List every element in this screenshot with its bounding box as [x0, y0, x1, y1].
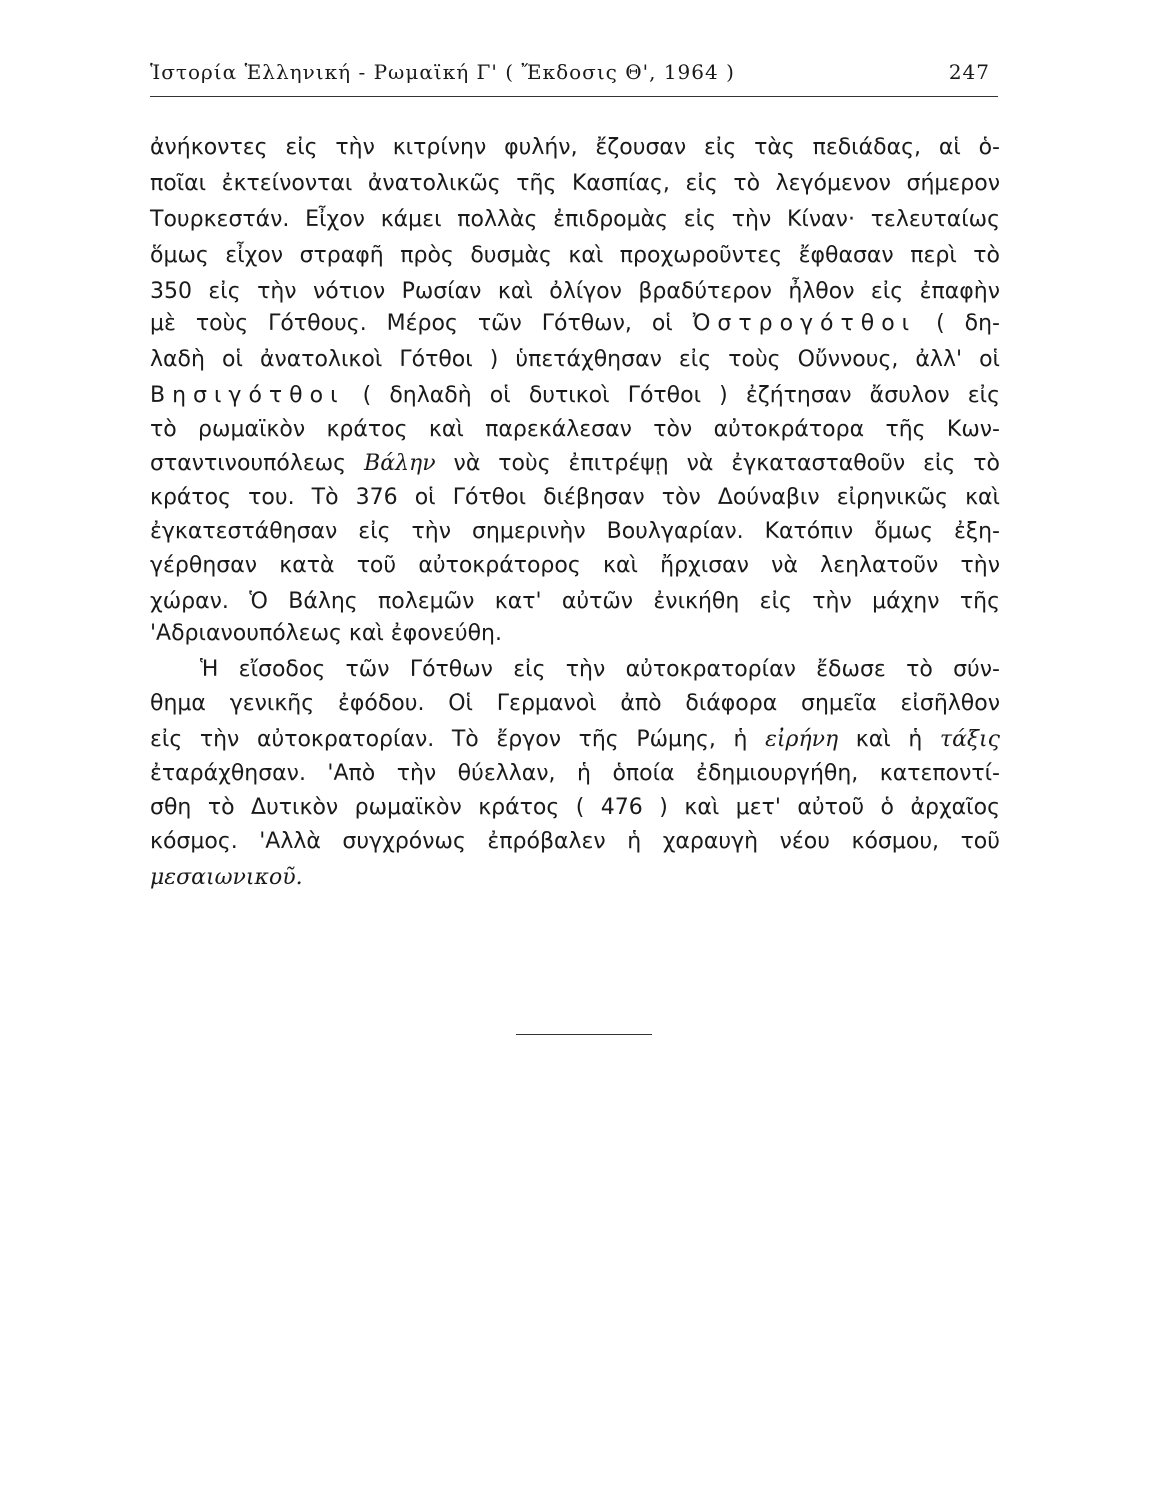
text-line: τὸ ρωμαϊκὸν κράτος καὶ παρεκάλεσαν τὸν αὐτοκράτορα τῆς Κων-	[150, 417, 1000, 442]
header-title: Ἱστορία Ἑλληνική - Ρωμαϊκή Γ' ( Ἔκδοσις Θ', 1964 )	[150, 60, 735, 84]
text-span: ( δη-	[916, 311, 1000, 336]
text-span: μὲ τοὺς Γότθους. Μέρος τῶν Γότθων, οἱ	[150, 311, 693, 336]
text-span: σταντινουπόλεως	[150, 451, 365, 476]
text-line: ἀνήκοντες εἰς τὴν κιτρίνην φυλήν, ἔζουσαν εἰς τὰς πεδιάδας, αἱ ὁ-	[150, 135, 1000, 160]
text-span: εἰς τὴν αὐτοκρατορίαν. Τὸ ἔργον τῆς Ρώμης, ἡ	[150, 727, 766, 752]
header-rule	[150, 96, 998, 97]
text-line: χώραν. Ὁ Βάλης πολεμῶν κατ' αὐτῶν ἐνικήθη εἰς τὴν μάχην τῆς	[150, 589, 1000, 614]
text-span: ( δηλαδὴ οἱ δυτικοὶ Γότθοι ) ἐζήτησαν ἄσυλον εἰς	[344, 383, 1000, 408]
text-line: σθη τὸ Δυτικὸν ρωμαϊκὸν κράτος ( 476 ) καὶ μετ' αὐτοῦ ὁ ἀρχαῖος	[150, 795, 1000, 820]
text-line: λαδὴ οἱ ἀνατολικοὶ Γότθοι ) ὑπετάχθησαν εἰς τοὺς Οὔννους, ἀλλ' οἱ	[150, 347, 1000, 372]
text-line: ποῖαι ἐκτείνονται ἀνατολικῶς τῆς Κασπίας, εἰς τὸ λεγόμενον σήμερον	[150, 171, 1000, 196]
text-span: νὰ τοὺς ἐπιτρέψῃ νὰ ἐγκατασταθοῦν εἰς τὸ	[435, 451, 1000, 476]
italic-term-order: τάξις	[939, 727, 1000, 752]
text-line: 'Αδριανουπόλεως καὶ ἐφονεύθη.	[150, 621, 502, 646]
text-line: κράτος του. Τὸ 376 οἱ Γότθοι διέβησαν τὸν Δούναβιν εἰρηνικῶς καὶ	[150, 485, 1000, 510]
running-header	[150, 60, 990, 84]
text-line	[150, 304, 1000, 344]
italic-term-valens: Βάλην	[364, 451, 436, 476]
text-span: καὶ ἡ	[838, 727, 940, 752]
text-line: θημα γενικῆς ἐφόδου. Οἱ Γερμανοὶ ἀπὸ διάφορα σημεῖα εἰσῆλθον	[150, 691, 1000, 716]
text-line: κόσμος. 'Αλλὰ συγχρόνως ἐπρόβαλεν ἡ χαραυγὴ νέου κόσμου, τοῦ	[150, 829, 1000, 854]
spaced-term-ostrogoths: Ὀστρογότθοι	[692, 311, 917, 336]
text-line: γέρθησαν κατὰ τοῦ αὐτοκράτορος καὶ ἤρχισαν νὰ λεηλατοῦν τὴν	[150, 553, 1000, 578]
end-rule	[516, 1034, 652, 1035]
text-line: 350 εἰς τὴν νότιον Ρωσίαν καὶ ὀλίγον βραδύτερον ἦλθον εἰς ἐπαφὴν	[150, 279, 1000, 304]
text-line-italic: μεσαιωνικοῦ.	[150, 865, 303, 890]
text-line: Τουρκεστάν. Εἶχον κάμει πολλὰς ἐπιδρομὰς εἰς τὴν Κίναν· τελευταίως	[150, 207, 1000, 232]
text-line: ἐγκατεστάθησαν εἰς τὴν σημερινὴν Βουλγαρίαν. Κατόπιν ὅμως ἐξη-	[150, 519, 1000, 544]
page-number: 247	[948, 60, 990, 84]
text-line: Ἡ εἴσοδος τῶν Γότθων εἰς τὴν αὐτοκρατορίαν ἔδωσε τὸ σύν-	[200, 657, 1000, 682]
text-line: ἐταράχθησαν. 'Απὸ τὴν θύελλαν, ἡ ὁποία ἐδημιουργήθη, κατεποντί-	[150, 761, 1000, 786]
text-line: ὅμως εἶχον στραφῆ πρὸς δυσμὰς καὶ προχωροῦντες ἔφθασαν περὶ τὸ	[150, 243, 1000, 268]
spaced-term-visigoths: Βησιγότθοι	[150, 383, 345, 408]
italic-term-peace: εἰρήνη	[765, 727, 839, 752]
